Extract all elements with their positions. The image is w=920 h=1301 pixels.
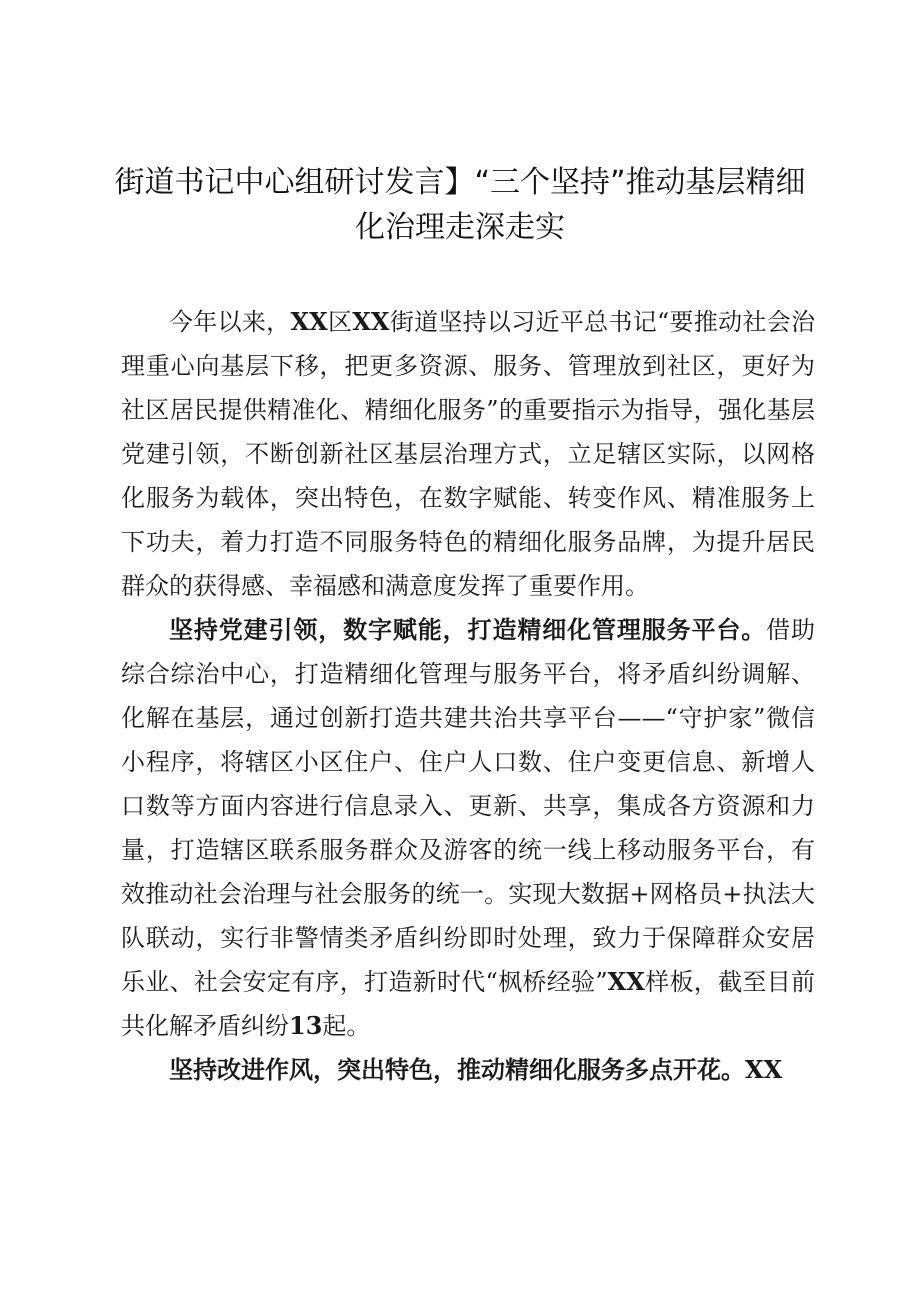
text-run-bold: XX xyxy=(290,307,328,336)
text-run: 区 xyxy=(327,308,353,336)
text-run: 今年以来， xyxy=(169,308,291,336)
paragraph-heading: 坚持改进作风，突出特色，推动精细化服务多点开花。 xyxy=(169,1056,745,1084)
paragraph-intro xyxy=(121,300,815,608)
paragraph-heading: 坚持党建引领，数字赋能，打造精细化管理服务平台。 xyxy=(169,616,767,644)
text-run: 起。 xyxy=(322,1012,371,1040)
text-run: 借助综合综治中心，打造精细化管理与服务平台，将矛盾纠纷调解、化解在基层，通过创新打造共建共治共享平台——“守护家”微信小程序，将辖区小区住户、住户人口数、住户变更信息、新增人口数等方面内容进行信息录入、更新、共享，集成各方资源和力量，打造辖区联系服务群众及游客的统一线上移动服务平台，有效推动社会治理与社会服务的统一。实现大数据+网格员+执法大队联动，实行非警情类矛盾纠纷即时处理，致力于保障群众安居乐业、社会安定有序，打造新时代“枫桥经验” xyxy=(121,616,816,996)
paragraph-party-building xyxy=(121,608,815,1048)
text-run-bold: XX xyxy=(607,967,645,996)
paragraph-work-style xyxy=(121,1048,815,1092)
text-run-bold: XX xyxy=(745,1055,783,1084)
document-title: 街道书记中心组研讨发言】“三个坚持”推动基层精细化治理走深走实 xyxy=(114,165,806,245)
document-body xyxy=(121,300,815,1092)
text-run-bold: XX xyxy=(352,307,390,336)
text-run: 样板，截至目前共化解矛盾纠纷 xyxy=(121,968,816,1040)
text-run-bold: 13 xyxy=(289,1011,323,1040)
text-run: 街道坚持以习近平总书记“要推动社会治理重心向基层下移，把更多资源、服务、管理放到社区，更好为社区居民提供精准化、精细化服务”的重要指示为指导，强化基层党建引领，不断创新社区基层治理方式，立足辖区实际，以网格化服务为载体，突出特色，在数字赋能、转变作风、精准服务上下功夫，着力打造不同服务特色的精细化服务品牌，为提升居民群众的获得感、幸福感和满意度发挥了重要作用。 xyxy=(121,308,815,600)
